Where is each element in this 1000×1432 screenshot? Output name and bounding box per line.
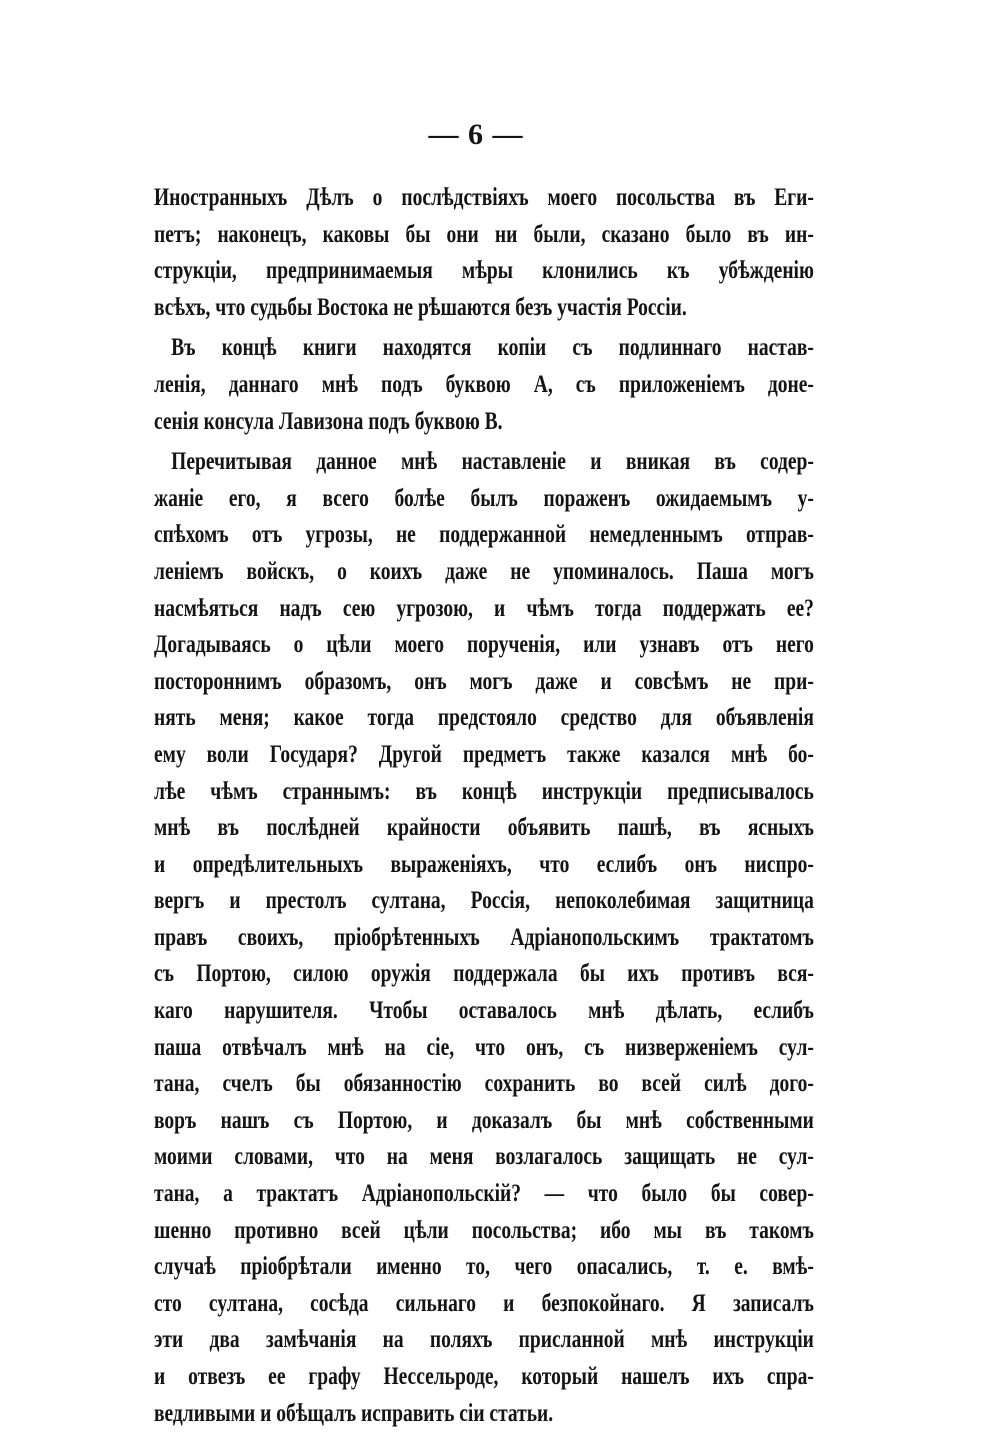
page-number: — 6 — [428, 118, 524, 151]
text-line: моими словами, что на меня возлагалось защищать не сул- [154, 1143, 814, 1171]
text-line: сто султана, сосѣда сильнаго и безпокойнаго. Я записалъ [154, 1289, 814, 1317]
text-line: лѣе чѣмъ страннымъ: въ концѣ инструкціи предписывалось [154, 777, 814, 805]
text-line: вергъ и престолъ султана, Россія, непоколебимая защитница [154, 887, 814, 915]
text-line: насмѣяться надъ сею угрозою, и чѣмъ тогда поддержать ее? [154, 594, 814, 622]
text-line: правъ своихъ, пріобрѣтенныхъ Адріанопольскимъ трактатомъ [154, 923, 814, 951]
text-line: Въ концѣ книги находятся копіи съ подлиннаго настав- [171, 334, 814, 362]
text-line: паша отвѣчалъ мнѣ на сіе, что онъ, съ низверженіемъ сул- [154, 1033, 814, 1061]
text-line: Иностранныхъ Дѣлъ о послѣдствіяхъ моего посольства въ Еги- [154, 184, 814, 211]
text-line: Перечитывая данное мнѣ наставленіе и вникая въ содер- [171, 448, 814, 476]
text-line: нять меня; какое тогда предстояло средство для объявленія [154, 704, 814, 732]
text-line: каго нарушителя. Чтобы оставалось мнѣ дѣлать, еслибъ [154, 997, 814, 1025]
text-line: всѣхъ, что судьбы Востока не рѣшаются безъ участія Россіи. [154, 293, 687, 321]
text-line: тана, счелъ бы обязанностію сохранить во всей силѣ дого- [154, 1070, 814, 1098]
paragraph [154, 330, 814, 440]
text-line: и опредѣлительныхъ выраженіяхъ, что еслибъ онъ ниспро- [154, 850, 814, 878]
text-line: сенія консула Лавизона подъ буквою В. [154, 407, 503, 435]
text-line: и отвезъ ее графу Нессельроде, который нашелъ ихъ спра- [154, 1363, 814, 1390]
text-line: постороннимъ образомъ, онъ могъ даже и совсѣмъ не при- [154, 667, 814, 695]
text-line: петъ; наконецъ, каковы бы они ни были, сказано было въ ин- [154, 220, 814, 248]
paragraph [154, 444, 814, 1432]
text-line: леніемъ войскъ, о коихъ даже не упоминалось. Паша могъ [154, 557, 814, 585]
text-line: спѣхомъ отъ угрозы, не поддержанной немедленнымъ отправ- [154, 521, 814, 549]
text-line: струкціи, предпринимаемыя мѣры клонились къ убѣжденію [154, 257, 814, 285]
text-line: Догадываясь о цѣли моего порученія, или узнавъ отъ него [154, 631, 814, 659]
text-line: ленія, даннаго мнѣ подъ буквою А, съ приложеніемъ доне- [154, 370, 814, 398]
text-line: съ Портою, силою оружія поддержала бы ихъ противъ вся- [154, 960, 814, 988]
text-line: тана, а трактатъ Адріанопольскій? — что было бы совер- [154, 1180, 814, 1208]
text-line: ведливыми и обѣщалъ исправить сіи статьи. [154, 1399, 554, 1427]
text-line: эти два замѣчанія на поляхъ присланной мнѣ инструкціи [154, 1326, 814, 1354]
text-line: воръ нашъ съ Портою, и доказалъ бы мнѣ собственными [154, 1106, 814, 1134]
text-line: ему воли Государя? Другой предметъ также казался мнѣ бо- [154, 740, 814, 768]
text-line: мнѣ въ послѣдней крайности объявить пашѣ, въ ясныхъ [154, 814, 814, 842]
text-line: случаѣ пріобрѣтали именно то, чего опасались, т. е. вмѣ- [154, 1253, 814, 1281]
text-line: жаніе его, я всего болѣе былъ пораженъ ожидаемымъ у- [154, 484, 814, 512]
paragraph [154, 180, 814, 326]
text-line: шенно противно всей цѣли посольства; ибо мы въ такомъ [154, 1216, 814, 1244]
body-text [154, 180, 814, 1432]
